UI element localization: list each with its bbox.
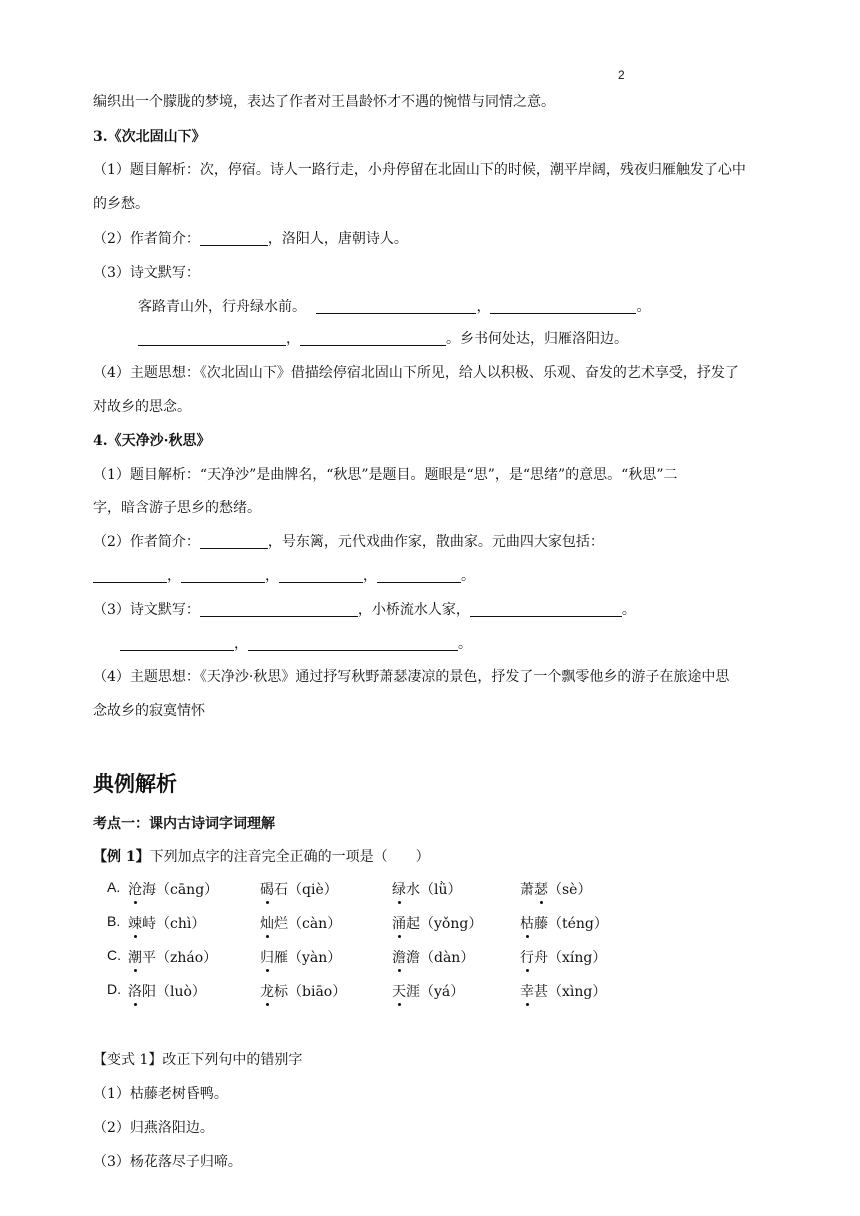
comma: ，	[265, 568, 279, 584]
author-label: （2）作者简介：	[93, 534, 200, 550]
page-number: 2	[618, 68, 625, 82]
comma: ，	[286, 331, 300, 347]
variant1-item: （2）归燕洛阳边。	[93, 1120, 214, 1136]
dictation-blank[interactable]	[200, 602, 358, 617]
master-blank[interactable]	[93, 568, 167, 583]
option-word: 行舟（xíng）	[520, 947, 606, 967]
comma: ，	[167, 568, 181, 584]
poem-line-text: 。乡书何处达，归雁洛阳边。	[446, 331, 628, 347]
dictation-blank[interactable]	[316, 299, 476, 314]
dictation-mid: ，小桥流水人家，	[357, 602, 470, 618]
option-word: 绿水（lǜ）	[392, 879, 462, 899]
dictation-blank[interactable]	[470, 602, 622, 617]
question-text: 下列加点字的注音完全正确的一项是（ ）	[149, 849, 430, 865]
poem3-author	[93, 228, 408, 248]
option-label[interactable]: C.	[107, 947, 121, 963]
option-word: 涌起（yǒng）	[392, 913, 482, 933]
author-blank[interactable]	[200, 534, 268, 549]
dictation-blank[interactable]	[490, 299, 636, 314]
dictation-blank[interactable]	[300, 331, 446, 346]
period: 。	[458, 636, 472, 652]
poem3-dictation-label: （3）诗文默写：	[93, 265, 200, 281]
option-label[interactable]: A.	[107, 879, 121, 895]
kaodian-heading: 考点一：课内古诗词字词理解	[93, 816, 275, 832]
master-blank[interactable]	[279, 568, 363, 583]
option-word: 天涯（yá）	[392, 981, 464, 1001]
poem4-theme-line2: 念故乡的寂寞情怀	[93, 703, 205, 719]
option-word: 归雁（yàn）	[260, 947, 341, 967]
master-blank[interactable]	[181, 568, 265, 583]
section-title: 典例解析	[93, 772, 177, 796]
variant1-item: （3）杨花落尽子归啼。	[93, 1154, 242, 1170]
option-word: 洛阳（luò）	[128, 981, 206, 1001]
option-word: 潮平（zháo）	[128, 947, 217, 967]
dictation-label: （3）诗文默写：	[93, 602, 200, 618]
period: 。	[636, 299, 651, 315]
option-word: 竦峙（chì）	[128, 913, 205, 933]
author-info: ，号东篱，元代戏曲作家，散曲家。元曲四大家包括：	[267, 534, 604, 550]
example-label: 【例 1】	[93, 849, 150, 865]
poem3-dictation-line1	[138, 296, 650, 316]
dictation-blank[interactable]	[120, 636, 234, 651]
poem3-analysis-line2: 的乡愁。	[93, 196, 149, 212]
poem3-analysis-line1: （1）题目解析：次，停宿。诗人一路行走，小舟停留在北固山下的时候，潮平岸阔，残夜归雁触发了心中	[93, 162, 746, 178]
period: 。	[461, 568, 475, 584]
author-info: ，洛阳人，唐朝诗人。	[267, 231, 408, 247]
example1-question	[93, 846, 430, 866]
poem4-author	[93, 531, 604, 551]
poem3-dictation-line2	[138, 328, 628, 348]
dictation-blank[interactable]	[138, 331, 286, 346]
option-label[interactable]: B.	[107, 913, 121, 929]
poem-line-text: 客路青山外，行舟绿水前。	[138, 299, 306, 315]
poem3-title: 3.《次北固山下》	[93, 129, 206, 145]
poem4-title: 4.《天净沙·秋思》	[93, 433, 211, 449]
poem4-analysis-line1: （1）题目解析：“天净沙”是曲牌名，“秋思”是题目。题眼是“思”，是“思绪”的意思。“秋思”二	[93, 467, 678, 483]
period: 。	[621, 602, 636, 618]
poem4-dictation-line2	[120, 633, 472, 653]
poem4-dictation-line1	[93, 599, 636, 619]
master-blank[interactable]	[377, 568, 461, 583]
poem3-theme-line1: （4）主题思想：《次北固山下》借描绘停宿北固山下所见，给人以积极、乐观、奋发的艺术享受，抒发了	[93, 365, 739, 381]
option-word: 枯藤（téng）	[520, 913, 608, 933]
poem4-four-masters-blanks	[93, 565, 475, 585]
option-word: 灿烂（càn）	[260, 913, 341, 933]
option-word: 幸甚（xìng）	[520, 981, 606, 1001]
comma: ，	[363, 568, 377, 584]
option-word: 澹澹（dàn）	[392, 947, 474, 967]
dictation-blank[interactable]	[248, 636, 458, 651]
author-label: （2）作者简介：	[93, 231, 200, 247]
option-word: 龙标（biāo）	[260, 981, 346, 1001]
author-blank[interactable]	[200, 231, 268, 246]
variant1-title: 【变式 1】改正下列句中的错别字	[93, 1052, 303, 1068]
option-label[interactable]: D.	[107, 981, 121, 997]
poem3-theme-line2: 对故乡的思念。	[93, 399, 191, 415]
comma: ，	[476, 299, 491, 315]
variant1-item: （1）枯藤老树昏鸭。	[93, 1086, 228, 1102]
option-word: 碣石（qiè）	[260, 879, 338, 899]
poem4-theme-line1: （4）主题思想：《天净沙·秋思》通过抒写秋野萧瑟凄凉的景色，抒发了一个飘零他乡的游子在旅途中思	[93, 669, 730, 685]
option-word: 萧瑟（sè）	[520, 879, 591, 899]
intro-line: 编织出一个朦胧的梦境，表达了作者对王昌龄怀才不遇的惋惜与同情之意。	[93, 94, 555, 110]
poem4-analysis-line2: 字，暗含游子思乡的愁绪。	[93, 500, 261, 516]
comma: ，	[234, 636, 248, 652]
option-word: 沧海（cāng）	[128, 879, 218, 899]
